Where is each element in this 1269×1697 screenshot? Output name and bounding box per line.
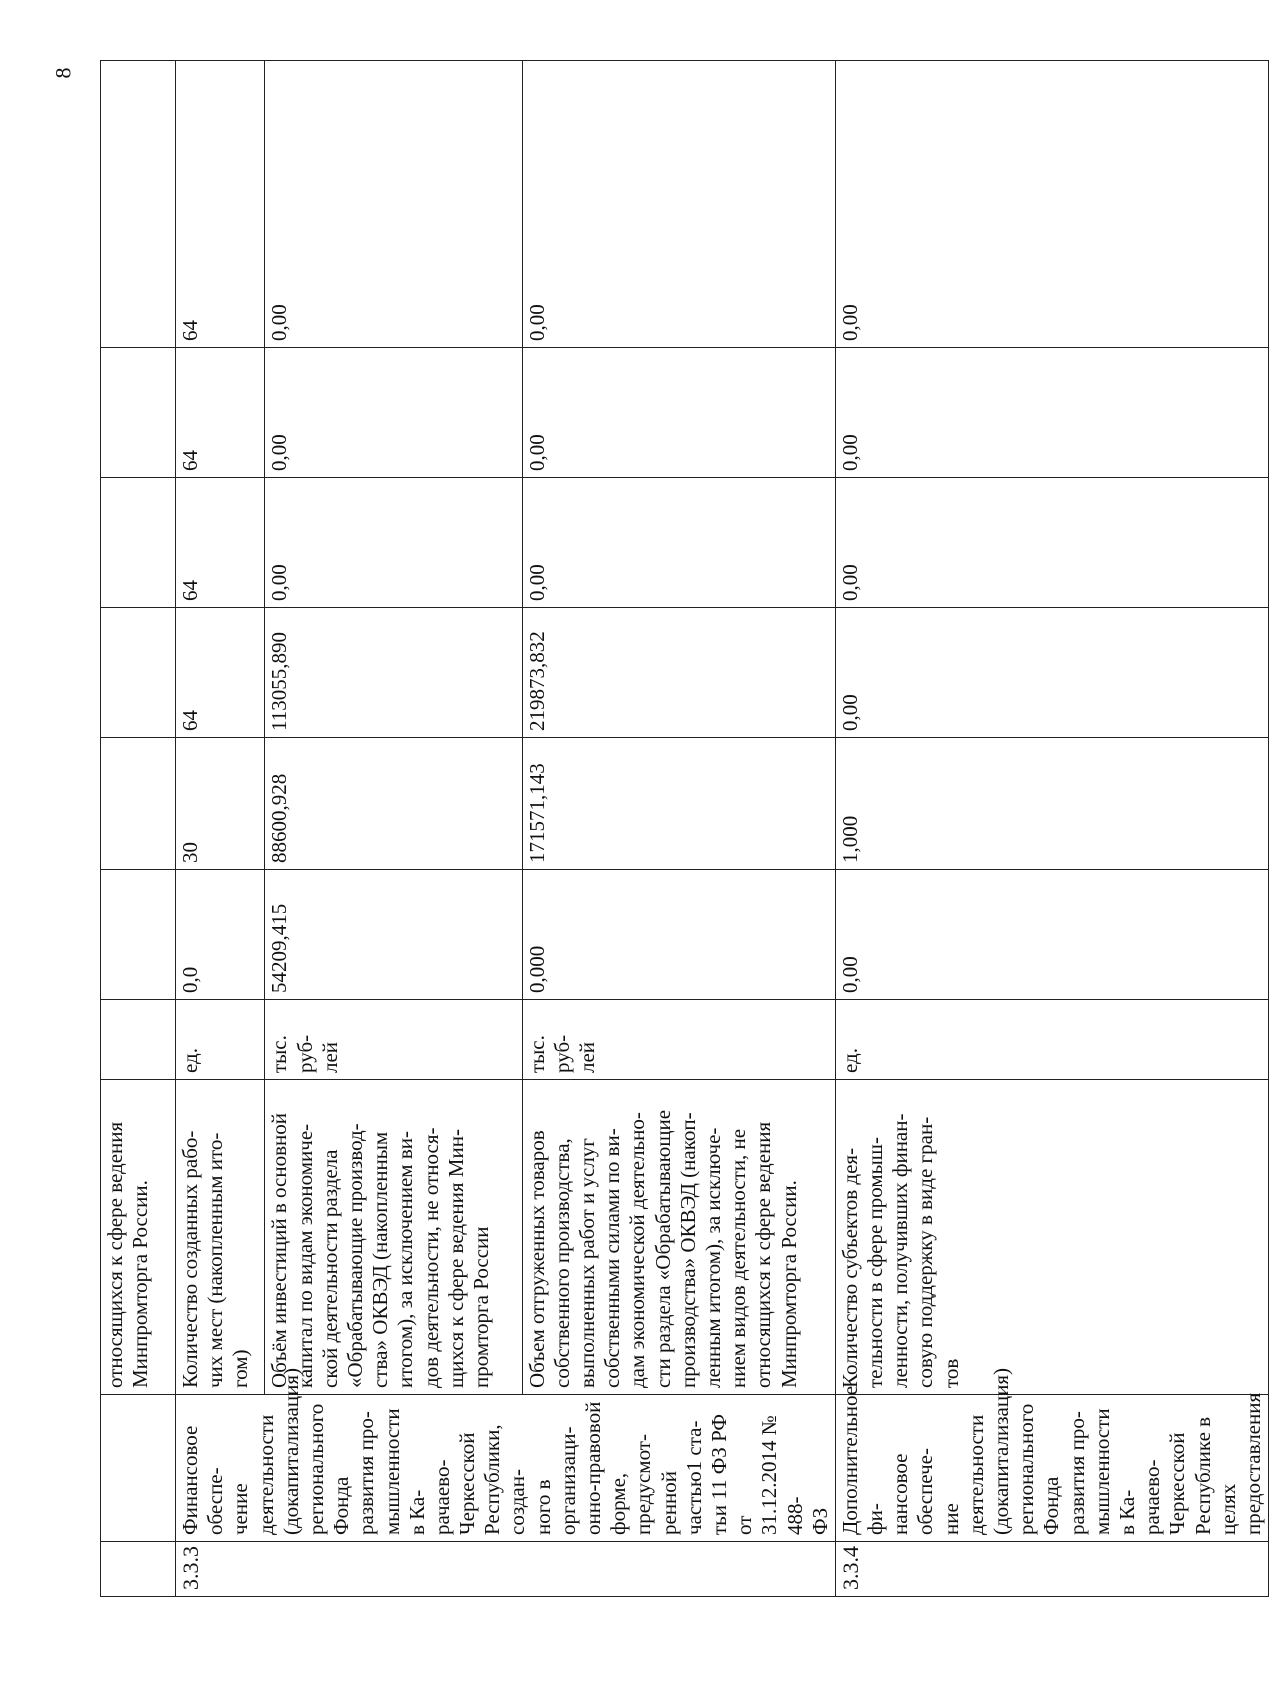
indicator-unit: ед. xyxy=(176,1000,265,1080)
indicator-value: 0,00 xyxy=(265,348,522,478)
indicator-value: 64 xyxy=(176,348,265,478)
rotated-page-content xyxy=(100,61,1265,1597)
table-row xyxy=(265,61,522,1597)
table-row xyxy=(522,61,835,1597)
indicator-value: 219873,832 xyxy=(522,608,835,738)
cell-empty xyxy=(101,1000,176,1080)
indicator-value: 0,0 xyxy=(176,870,265,1000)
table-row xyxy=(835,61,1268,1597)
indicator-value: 0,000 xyxy=(522,870,835,1000)
indicator-value: 64 xyxy=(176,478,265,608)
indicator-value: 1,000 xyxy=(835,738,1268,870)
cell-empty xyxy=(101,478,176,608)
event-description: Финансовое обеспе- чение деятельности (докапитализация) регионального Фонда развития про- мышленности в Ка- рачаево-Черкесской Республики, создан- ного в организаци- онно-правовой форме, предусмот- ренной частью1 ста- тьи 11 ФЗ РФ от 31.12.2014 № 488- ФЗ xyxy=(176,1395,836,1542)
indicator-name: Количество созданных рабо- чих мест (накопленным ито- гом) xyxy=(176,1080,265,1395)
indicator-value: 171571,143 xyxy=(522,738,835,870)
indicator-value: 0,00 xyxy=(835,61,1268,348)
item-number: 3.3.4 xyxy=(835,1542,1268,1597)
indicator-value: 0,00 xyxy=(522,348,835,478)
table-row xyxy=(176,61,265,1597)
indicator-value: 0,00 xyxy=(835,608,1268,738)
cell-empty xyxy=(101,608,176,738)
indicator-value: 0,00 xyxy=(265,61,522,348)
indicator-name: Объем отгруженных товаров собственного производства, выполненных работ и услуг собственными силами по ви- дам экономической деятельно- сти раздела «Обрабатывающие производства» ОКВЭД (накоп- ленным итогом), за исключе- нием видов деятельности, не относящихся к сфере ведения Минпромторга России. xyxy=(522,1080,835,1395)
indicator-unit: ед. xyxy=(835,1000,1268,1080)
indicator-value: 0,00 xyxy=(522,478,835,608)
cell-empty xyxy=(101,1542,176,1597)
indicator-value: 30 xyxy=(176,738,265,870)
cell-empty xyxy=(101,61,176,348)
indicator-value: 54209,415 xyxy=(265,870,522,1000)
cell-empty xyxy=(101,738,176,870)
cell-empty xyxy=(101,348,176,478)
indicator-value: 88600,928 xyxy=(265,738,522,870)
indicator-value: 64 xyxy=(176,61,265,348)
continuation-text: относящихся к сфере ведения Минпромторга России. xyxy=(101,1080,176,1395)
indicator-unit: тыс. руб- лей xyxy=(265,1000,522,1080)
indicator-value: 0,00 xyxy=(522,61,835,348)
page-number: 8 xyxy=(50,67,76,79)
indicator-value: 0,00 xyxy=(265,478,522,608)
indicator-name: Количество субъектов дея- тельности в сфере промыш- ленности, получивших финан- совую поддержку в виде гран- тов xyxy=(835,1080,1268,1395)
cell-empty xyxy=(101,1395,176,1542)
indicator-value: 0,00 xyxy=(835,348,1268,478)
cell-empty xyxy=(101,870,176,1000)
indicators-table xyxy=(100,60,1269,1597)
indicator-unit: тыс. руб- лей xyxy=(522,1000,835,1080)
indicator-value: 0,00 xyxy=(835,478,1268,608)
indicator-value: 64 xyxy=(176,608,265,738)
item-number: 3.3.3 xyxy=(176,1542,836,1597)
event-description: Дополнительное фи- нансовое обеспече- ние деятельности (докапитализация) регионального Фонда развития про- мышленности в Ка- рачаево-Черкесской Республике в целях предоставления xyxy=(835,1395,1268,1542)
indicator-value: 113055,890 xyxy=(265,608,522,738)
continuation-row xyxy=(101,61,176,1597)
indicator-name: Объём инвестиций в основной капитал по видам экономиче- ской деятельности раздела «Обрабатывающие производ- ства» ОКВЭД (накопленным итогом), за исключением ви- дов деятельности, не относя- щихся к сфере ведения Мин- промторга России xyxy=(265,1080,522,1395)
indicator-value: 0,00 xyxy=(835,870,1268,1000)
